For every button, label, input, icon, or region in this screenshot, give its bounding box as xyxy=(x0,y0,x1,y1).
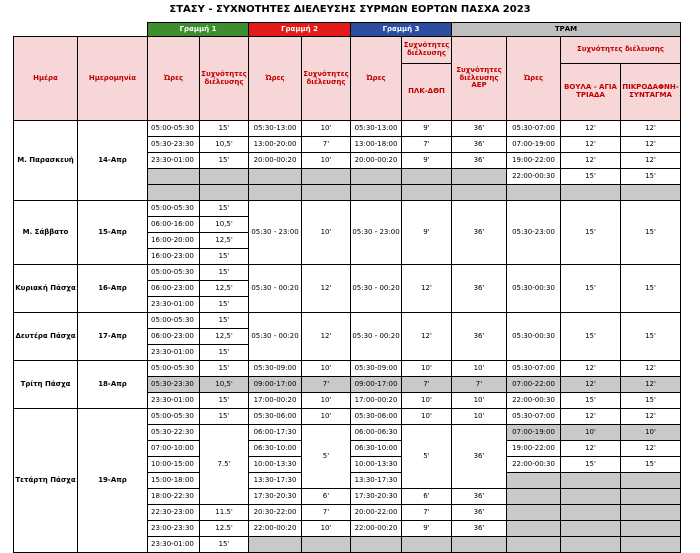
group-tram: ΤΡΑΜ xyxy=(452,23,681,37)
tram-hours: 19:00-22:00 xyxy=(507,441,561,457)
g1-hours: 23:00-23:30 xyxy=(148,521,200,537)
g1-freq: 10,5' xyxy=(200,137,249,153)
g3-freq: 9' xyxy=(402,201,452,265)
g1-hours: 07:00-10:00 xyxy=(148,441,200,457)
g3-freq: 7' xyxy=(402,377,452,393)
g3-hours: 05:30 - 00:20 xyxy=(351,313,402,361)
g3-freq: 10' xyxy=(402,393,452,409)
table-row xyxy=(14,313,681,329)
tram-hours: 05:30-07:00 xyxy=(507,121,561,137)
tram-voula: 12' xyxy=(561,409,621,425)
tram-voula: 10' xyxy=(561,425,621,441)
g3-hours: 05:30-06:00 xyxy=(351,409,402,425)
tram-pikro: 12' xyxy=(621,377,681,393)
tram-voula: 15' xyxy=(561,201,621,265)
g1-freq: 15' xyxy=(200,345,249,361)
table-row xyxy=(14,121,681,137)
day-cell: Μ. Σάββατο xyxy=(14,201,78,265)
g3-freq: 5' xyxy=(402,425,452,489)
g3-hours: 22:00-00:20 xyxy=(351,521,402,537)
g1-hours: 18:00-22:30 xyxy=(148,489,200,505)
g1-freq: 15' xyxy=(200,297,249,313)
g3-hours: 13:00-18:00 xyxy=(351,137,402,153)
g2-hours: 05:30-13:00 xyxy=(249,121,302,137)
col-g1-freq: Συχνότητες διέλευσης xyxy=(200,37,249,121)
g3-freq: 10' xyxy=(402,409,452,425)
aer-freq: 36' xyxy=(452,489,507,505)
date-cell: 18-Απρ xyxy=(78,361,148,409)
tram-voula: 15' xyxy=(561,265,621,313)
g1-hours: 05:30-22:30 xyxy=(148,425,200,441)
g2-hours: 13:30-17:30 xyxy=(249,473,302,489)
g2-freq: 10' xyxy=(302,361,351,377)
g1-freq: 15' xyxy=(200,361,249,377)
aer-freq: 7' xyxy=(452,377,507,393)
g3-freq: 10' xyxy=(402,361,452,377)
g1-freq: 15' xyxy=(200,153,249,169)
g1-freq: 15' xyxy=(200,265,249,281)
g1-hours: 16:00-23:00 xyxy=(148,249,200,265)
tram-pikro: 15' xyxy=(621,201,681,265)
g3-hours: 09:00-17:00 xyxy=(351,377,402,393)
tram-voula: 12' xyxy=(561,121,621,137)
aer-freq: 36' xyxy=(452,201,507,265)
g3-hours: 13:30-17:30 xyxy=(351,473,402,489)
date-cell: 14-Απρ xyxy=(78,121,148,201)
g1-freq: 15' xyxy=(200,313,249,329)
aer-freq: 36' xyxy=(452,505,507,521)
g1-hours: 05:00-05:30 xyxy=(148,121,200,137)
tram-hours: 05:30-07:00 xyxy=(507,409,561,425)
g1-hours: 10:00-15:00 xyxy=(148,457,200,473)
aer-freq: 36' xyxy=(452,313,507,361)
g2-freq: 7' xyxy=(302,377,351,393)
tram-pikro: 12' xyxy=(621,137,681,153)
day-cell: Κυριακή Πάσχα xyxy=(14,265,78,313)
tram-hours: 05:30-00:30 xyxy=(507,313,561,361)
tram-voula: 15' xyxy=(561,169,621,185)
tram-hours: 05:30-07:00 xyxy=(507,361,561,377)
g1-hours: 05:00-05:30 xyxy=(148,313,200,329)
table-row xyxy=(14,361,681,377)
tram-pikro: 12' xyxy=(621,441,681,457)
tram-pikro: 15' xyxy=(621,265,681,313)
tram-hours: 22:00-00:30 xyxy=(507,169,561,185)
day-cell: Τρίτη Πάσχα xyxy=(14,361,78,409)
g1-hours: 23:30-01:00 xyxy=(148,393,200,409)
page-title: ΣΤΑΣΥ - ΣΥΧΝΟΤΗΤΕΣ ΔΙΕΛΕΥΣΗΣ ΣΥΡΜΩΝ ΕΟΡΤΩΝ ΠΑΣΧΑ 2023 xyxy=(169,4,531,15)
g3-hours: 05:30 - 23:00 xyxy=(351,201,402,265)
col-tram-freq: Συχνότητες διέλευσης xyxy=(561,37,681,64)
tram-pikro: 10' xyxy=(621,425,681,441)
tram-pikro: 12' xyxy=(621,361,681,377)
g1-hours: 06:00-23:00 xyxy=(148,329,200,345)
col-plk: ΠΛΚ-ΔΘΠ xyxy=(402,64,452,121)
tram-pikro: 12' xyxy=(621,121,681,137)
day-cell: Μ. Παρασκευή xyxy=(14,121,78,201)
g3-hours: 17:00-00:20 xyxy=(351,393,402,409)
col-g3-freq: Συχνότητες διέλευσης xyxy=(402,37,452,64)
col-g2-freq: Συχνότητες διέλευσης xyxy=(302,37,351,121)
g1-freq: 7.5' xyxy=(200,425,249,505)
col-voula: ΒΟΥΛΑ - ΑΓΙΑ ΤΡΙΑΔΑ xyxy=(561,64,621,121)
g3-freq: 9' xyxy=(402,121,452,137)
g1-freq: 12.5' xyxy=(200,521,249,537)
tram-voula: 12' xyxy=(561,137,621,153)
tram-pikro: 15' xyxy=(621,457,681,473)
tram-hours: 05:30-23:00 xyxy=(507,201,561,265)
g1-hours: 05:00-05:30 xyxy=(148,409,200,425)
tram-voula: 15' xyxy=(561,393,621,409)
g2-freq: 7' xyxy=(302,137,351,153)
col-g1-hours: Ώρες xyxy=(148,37,200,121)
g3-freq: 6' xyxy=(402,489,452,505)
g2-hours: 22:00-00:20 xyxy=(249,521,302,537)
tram-pikro: 15' xyxy=(621,393,681,409)
aer-freq: 10' xyxy=(452,361,507,377)
col-date: Ημερομηνία xyxy=(78,37,148,121)
tram-hours: 07:00-19:00 xyxy=(507,137,561,153)
g3-hours: 06:00-06:30 xyxy=(351,425,402,441)
g1-hours: 22:30-23:00 xyxy=(148,505,200,521)
g1-freq: 15' xyxy=(200,409,249,425)
g2-hours: 13:00-20:00 xyxy=(249,137,302,153)
g1-hours: 23:30-01:00 xyxy=(148,297,200,313)
g3-hours: 06:30-10:00 xyxy=(351,441,402,457)
date-cell: 15-Απρ xyxy=(78,201,148,265)
g3-hours: 05:30-13:00 xyxy=(351,121,402,137)
g1-hours: 05:00-05:30 xyxy=(148,265,200,281)
col-tram-hours: Ώρες xyxy=(507,37,561,121)
table-row xyxy=(14,265,681,281)
tram-voula: 12' xyxy=(561,361,621,377)
g2-hours: 10:00-13:30 xyxy=(249,457,302,473)
tram-voula: 12' xyxy=(561,377,621,393)
aer-freq: 36' xyxy=(452,137,507,153)
g3-hours: 20:00-00:20 xyxy=(351,153,402,169)
g3-hours: 20:00-22:00 xyxy=(351,505,402,521)
tram-voula: 12' xyxy=(561,441,621,457)
g1-hours: 05:00-05:30 xyxy=(148,201,200,217)
aer-freq: 36' xyxy=(452,153,507,169)
g2-hours: 20:30-22:00 xyxy=(249,505,302,521)
g1-freq: 12,5' xyxy=(200,281,249,297)
col-pikro: ΠΙΚΡΟΔΑΦΝΗ-ΣΥΝΤΑΓΜΑ xyxy=(621,64,681,121)
table-row xyxy=(14,409,681,425)
g1-hours: 06:00-16:00 xyxy=(148,217,200,233)
g3-hours: 05:30 - 00:20 xyxy=(351,265,402,313)
tram-pikro: 15' xyxy=(621,313,681,361)
table-row xyxy=(14,201,681,217)
g3-hours: 10:00-13:30 xyxy=(351,457,402,473)
g2-freq: 12' xyxy=(302,313,351,361)
tram-pikro: 12' xyxy=(621,153,681,169)
g1-hours: 05:30-23:30 xyxy=(148,377,200,393)
tram-pikro: 15' xyxy=(621,169,681,185)
g2-freq: 6' xyxy=(302,489,351,505)
g3-hours: 17:30-20:30 xyxy=(351,489,402,505)
date-cell: 16-Απρ xyxy=(78,265,148,313)
g2-hours: 17:00-00:20 xyxy=(249,393,302,409)
group-line1: Γραμμή 1 xyxy=(148,23,249,37)
g1-hours: 05:30-23:30 xyxy=(148,137,200,153)
col-g3-hours: Ώρες xyxy=(351,37,402,121)
tram-voula: 15' xyxy=(561,313,621,361)
aer-freq: 36' xyxy=(452,265,507,313)
tram-hours: 07:00-19:00 xyxy=(507,425,561,441)
g2-hours: 20:00-00:20 xyxy=(249,153,302,169)
tram-hours: 19:00-22:00 xyxy=(507,153,561,169)
g2-freq: 10' xyxy=(302,393,351,409)
aer-freq: 36' xyxy=(452,521,507,537)
g2-freq: 12' xyxy=(302,265,351,313)
g3-freq: 7' xyxy=(402,137,452,153)
g2-freq: 10' xyxy=(302,201,351,265)
g2-hours: 05:30 - 00:20 xyxy=(249,313,302,361)
g1-hours: 23:30-01:00 xyxy=(148,153,200,169)
g2-freq: 10' xyxy=(302,121,351,137)
date-cell: 17-Απρ xyxy=(78,313,148,361)
g1-freq: 15' xyxy=(200,201,249,217)
g2-freq: 10' xyxy=(302,521,351,537)
tram-hours: 22:00-00:30 xyxy=(507,393,561,409)
g2-freq: 10' xyxy=(302,409,351,425)
col-g2-hours: Ώρες xyxy=(249,37,302,121)
tram-pikro: 12' xyxy=(621,409,681,425)
header-row-1 xyxy=(14,37,681,64)
g1-hours: 23:30-01:00 xyxy=(148,537,200,553)
g2-hours: 05:30 - 23:00 xyxy=(249,201,302,265)
date-cell: 19-Απρ xyxy=(78,409,148,553)
g1-freq: 12,5' xyxy=(200,329,249,345)
g2-hours: 06:00-17:30 xyxy=(249,425,302,441)
col-day: Ημέρα xyxy=(14,37,78,121)
g1-hours: 06:00-23:00 xyxy=(148,281,200,297)
g1-freq: 10,5' xyxy=(200,217,249,233)
g2-hours: 05:30-06:00 xyxy=(249,409,302,425)
g1-hours: 16:00-20:00 xyxy=(148,233,200,249)
group-header-row xyxy=(14,23,681,37)
group-line2: Γραμμή 2 xyxy=(249,23,351,37)
g2-hours: 09:00-17:00 xyxy=(249,377,302,393)
tram-voula: 12' xyxy=(561,153,621,169)
g1-freq: 15' xyxy=(200,537,249,553)
tram-voula: 15' xyxy=(561,457,621,473)
g2-hours: 06:30-10:00 xyxy=(249,441,302,457)
g1-freq: 15' xyxy=(200,393,249,409)
g1-hours: 05:00-05:30 xyxy=(148,361,200,377)
g2-hours: 05:30-09:00 xyxy=(249,361,302,377)
g2-hours: 17:30-20:30 xyxy=(249,489,302,505)
g3-hours: 05:30-09:00 xyxy=(351,361,402,377)
g2-hours: 05:30 - 00:20 xyxy=(249,265,302,313)
g3-freq: 12' xyxy=(402,313,452,361)
aer-freq: 10' xyxy=(452,393,507,409)
g2-freq: 5' xyxy=(302,425,351,489)
aer-freq: 36' xyxy=(452,425,507,489)
g3-freq: 9' xyxy=(402,153,452,169)
g3-freq: 9' xyxy=(402,521,452,537)
g1-hours: 23:30-01:00 xyxy=(148,345,200,361)
g1-hours: 15:00-18:00 xyxy=(148,473,200,489)
g1-freq: 11.5' xyxy=(200,505,249,521)
aer-freq: 10' xyxy=(452,409,507,425)
g1-freq: 15' xyxy=(200,249,249,265)
g3-freq: 12' xyxy=(402,265,452,313)
tram-hours: 07:00-22:00 xyxy=(507,377,561,393)
g1-freq: 12,5' xyxy=(200,233,249,249)
day-cell: Τετάρτη Πάσχα xyxy=(14,409,78,553)
g2-freq: 7' xyxy=(302,505,351,521)
g1-freq: 15' xyxy=(200,121,249,137)
schedule-table xyxy=(13,22,681,553)
g3-freq: 7' xyxy=(402,505,452,521)
day-cell: Δευτέρα Πάσχα xyxy=(14,313,78,361)
col-aer: Συχνότητες διέλευσης ΑΕΡ xyxy=(452,37,507,121)
group-line3: Γραμμή 3 xyxy=(351,23,452,37)
g1-freq: 10,5' xyxy=(200,377,249,393)
aer-freq: 36' xyxy=(452,121,507,137)
tram-hours: 05:30-00:30 xyxy=(507,265,561,313)
g2-freq: 10' xyxy=(302,153,351,169)
tram-hours: 22:00-00:30 xyxy=(507,457,561,473)
